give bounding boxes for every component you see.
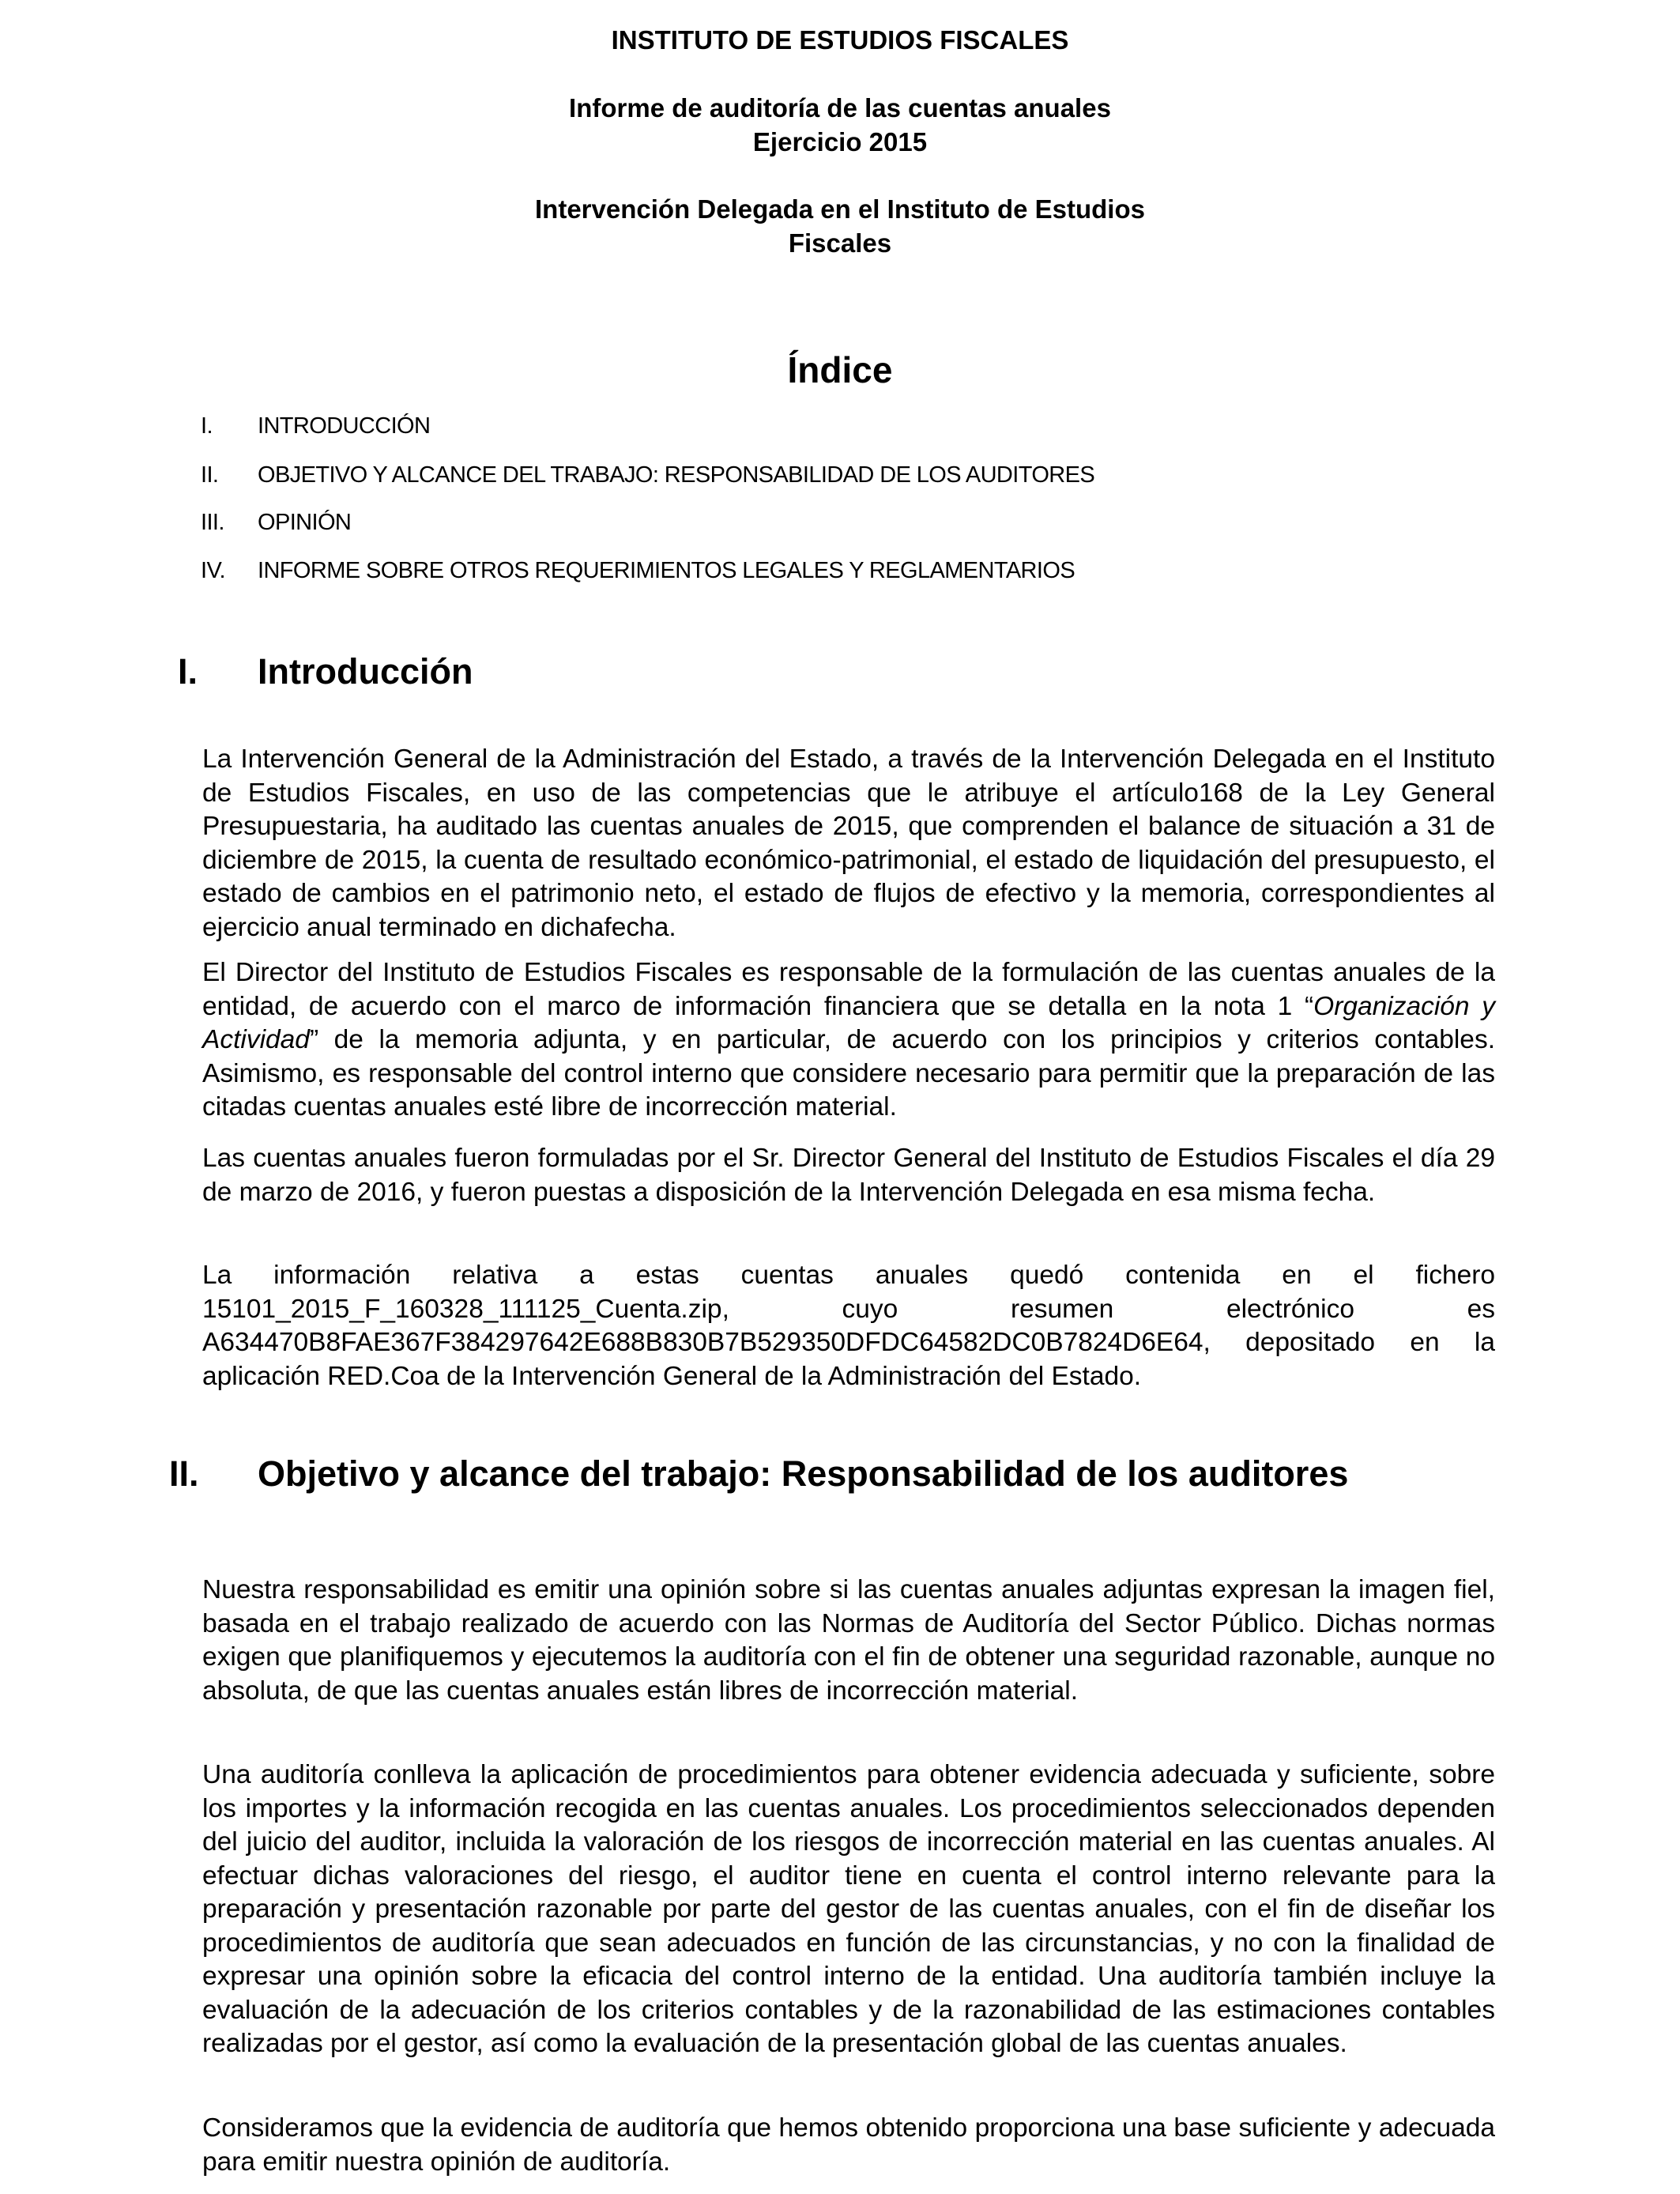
- institution-name: INSTITUTO DE ESTUDIOS FISCALES: [611, 25, 1069, 55]
- section-title: Introducción: [258, 651, 473, 692]
- section-number: I.: [178, 651, 198, 692]
- section-number: II.: [169, 1453, 199, 1494]
- paragraph: Nuestra responsabilidad es emitir una opinión sobre si las cuentas anuales adjuntas expresan la imagen fiel, basada en el trabajo realizado de acuerdo con las Normas de Auditoría del Sector Público. Dichas normas exigen que planifiquemos y ejecutemos la auditoría con el fin de obtener una seguridad razonable, aunque no absoluta, de que las cuentas anuales están libres de incorrección material.: [202, 1575, 1495, 1706]
- issuer-line-1: Intervención Delegada en el Instituto de Estudios: [535, 194, 1145, 224]
- toc-item-text: OPINIÓN: [258, 510, 352, 535]
- paragraph: La Intervención General de la Administración del Estado, a través de la Intervención Delegada en el Instituto de Estudios Fiscales, en uso de las competencias que le atribuye el artículo168 de la Ley General Presupuestaria, ha auditado las cuentas anuales de 2015, que comprenden el balance de situación a 31 de diciembre de 2015, la cuenta de resultado económico-patrimonial, el estado de liquidación del presupuesto, el estado de cambios en el patrimonio neto, el estado de flujos de efectivo y la memoria, correspondientes al ejercicio anual terminado en dichafecha.: [202, 745, 1495, 942]
- institution-title: [0, 23, 1680, 57]
- paragraph: La información relativa a estas cuentas anuales quedó contenida en el fichero 15101_2015_F_160328_111125_Cuenta.zip, cuyo resumen electrónico es A634470B8FAE367F384297642E688B830B7B529350DFDC64582DC0B7824D6E64, depositado en la aplicación RED.Coa de la Intervención General de la Administración del Estado.: [202, 1261, 1495, 1391]
- report-title-block: [0, 91, 1680, 159]
- toc-item-number: III.: [201, 510, 224, 535]
- fiscal-year: Ejercicio 2015: [752, 127, 928, 156]
- paragraph-text: ” de la memoria adjunta, y en particular, de acuerdo con los principios y criterios contables. Asimismo, es responsable del control interno que considere necesario para permitir que la preparación de las citadas cuentas anuales esté libre de incorrección material.: [202, 1025, 1495, 1122]
- paragraph: Las cuentas anuales fueron formuladas por el Sr. Director General del Instituto de Estudios Fiscales el día 29 de marzo de 2016, y fueron puestas a disposición de la Intervención Delegada en esa misma fecha.: [202, 1144, 1495, 1207]
- report-title: Informe de auditoría de las cuentas anuales: [569, 93, 1111, 123]
- toc-item-text: INFORME SOBRE OTROS REQUERIMIENTOS LEGALES Y REGLAMENTARIOS: [258, 558, 1075, 583]
- paragraph: Una auditoría conlleva la aplicación de procedimientos para obtener evidencia adecuada y suficiente, sobre los importes y la información recogida en las cuentas anuales. Los procedimientos seleccionados dependen del juicio del auditor, incluida la valoración de los riesgos de incorrección material en las cuentas anuales. Al efectuar dichas valoraciones del riesgo, el auditor tiene en cuenta el control interno relevante para la preparación y presentación razonable por parte del gestor de las cuentas anuales, con el fin de diseñar los procedimientos de auditoría que sean adecuados en función de las circunstancias, y no con la finalidad de expresar una opinión sobre la eficacia del control interno de la entidad. Una auditoría también incluye la evaluación de la adecuación de los criterios contables y de la razonabilidad de las estimaciones contables realizadas por el gestor, así como la evaluación de la presentación global de las cuentas anuales.: [202, 1760, 1495, 2058]
- toc-item-text: OBJETIVO Y ALCANCE DEL TRABAJO: RESPONSABILIDAD DE LOS AUDITORES: [258, 462, 1095, 488]
- paragraph-text: El Director del Instituto de Estudios Fiscales es responsable de la formulación de las cuentas anuales de la entidad, de acuerdo con el marco de información financiera que se detalla en la nota 1 “: [202, 958, 1495, 1021]
- toc-item-text: INTRODUCCIÓN: [258, 413, 431, 439]
- paragraph-italic-text: Organización y Actividad: [202, 991, 1495, 1054]
- paragraph: Consideramos que la evidencia de auditoría que hemos obtenido proporciona una base suficiente y adecuada para emitir nuestra opinión de auditoría.: [202, 2113, 1495, 2177]
- toc-item-number: IV.: [201, 558, 225, 583]
- issuer-line-2: Fiscales: [788, 228, 892, 258]
- toc-item-number: I.: [201, 413, 213, 439]
- index-title: Índice: [787, 349, 893, 390]
- paragraph: [202, 956, 1495, 1125]
- issuer-block: [0, 192, 1680, 260]
- section-title: Objetivo y alcance del trabajo: Responsabilidad de los auditores: [258, 1453, 1349, 1494]
- toc-item-number: II.: [201, 462, 219, 488]
